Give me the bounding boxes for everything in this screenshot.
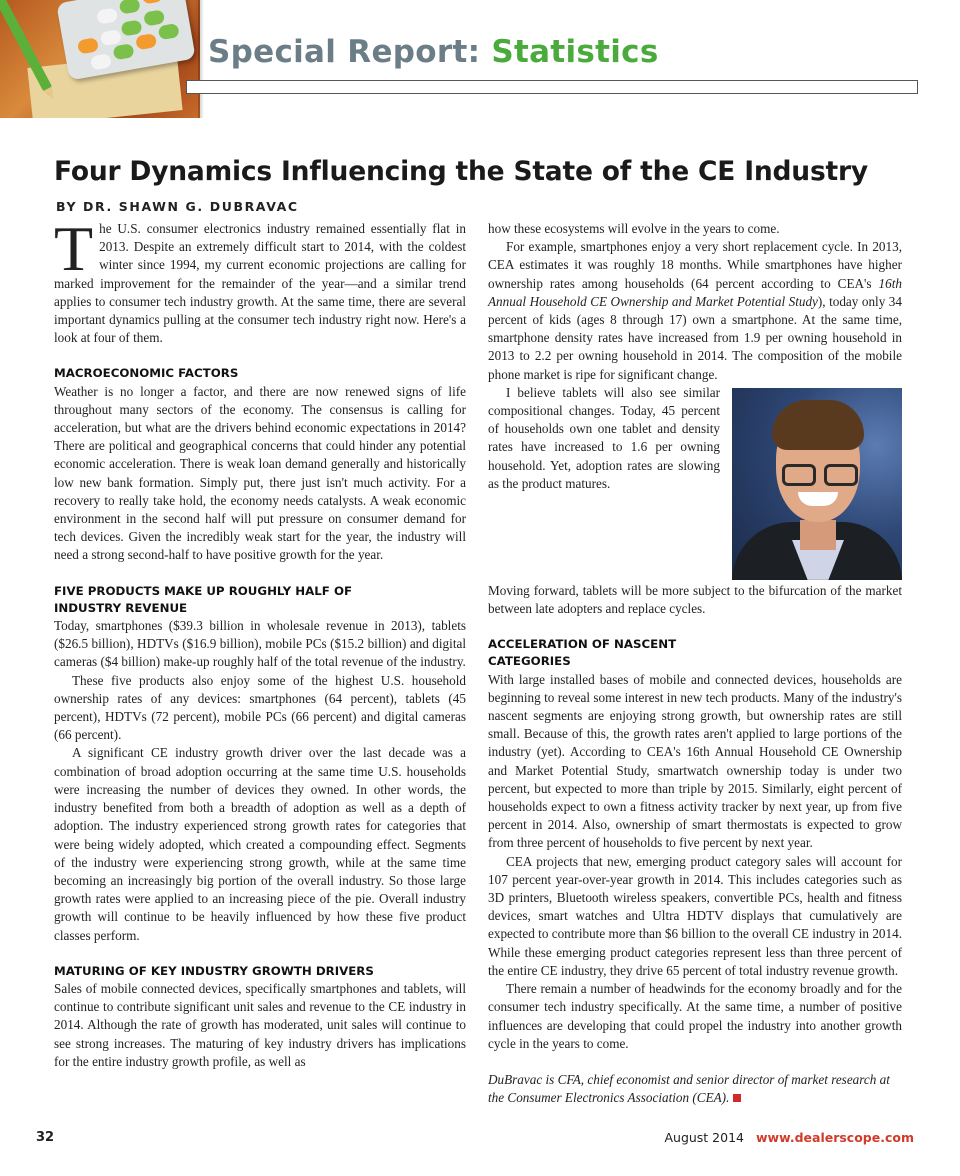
paragraph: CEA projects that new, emerging product category sales will account for 107 percent year-over-year growth in 2014. This includes categories such as 3D printers, Bluetooth wireless speakers, convertible PCs, health and fitness devices, smart watches and Ultra HDTV displays that cumulatively are expected to contribute more than $6 billion to the overall CE industry in 2014. While these emerging product categories represent less than three percent of the entire CE industry, they drive 65 percent of total industry revenue growth. (488, 853, 902, 978)
heading-macroeconomic: MACROECONOMIC FACTORS (54, 366, 239, 381)
text-span: For example, smartphones enjoy a very short replacement cycle. In 2013, CEA estimates it was roughly 18 months. While smartphones have higher ownership rates among households (64 percent according to CEA's (488, 239, 902, 291)
column-right (488, 220, 902, 1107)
section-title-prefix: Special Report: (208, 34, 481, 70)
page-number: 32 (36, 1130, 55, 1145)
drop-cap: T (54, 213, 94, 284)
website-link[interactable]: www.dealerscope.com (755, 1130, 914, 1145)
header-image-shadow (198, 0, 204, 118)
section-title-topic: Statistics (491, 34, 659, 70)
heading-maturing: MATURING OF KEY INDUSTRY GROWTH DRIVERS (54, 963, 374, 978)
paragraph: These five products also enjoy some of the highest U.S. household ownership rates of any devices: smartphones (64 percent), tablets (45 percent), HDTVs (72 percent), mobile PCs (66 percent) and digital cameras (66 percent). (54, 672, 466, 743)
paragraph: A significant CE industry growth driver over the last decade was a combination of broad adoption occurring at the same time U.S. households were increasing the number of devices they owned. In other words, the industry benefited from both a breadth of adoption as well as a depth of adoption. The industry experienced strong growth rates for categories that were being widely adopted, which created a compounding effect. Segments of the industry were experiencing strong growth, while at the same time becoming an increasingly big portion of the overall industry. So those large growth rates were applied to an increasing piece of the pie. Overall industry growth will continue to be heavily influenced by how these five product classes perform. (54, 745, 466, 943)
paragraph: Sales of mobile connected devices, specifically smartphones and tablets, will continue to contribute significant unit sales and revenue to the CE industry in 2014. Although the rate of growth has moderated, unit sales will continue to see strong increases. The maturing of key industry drivers has implications for the entire industry growth profile, as well as (54, 980, 466, 1069)
heading-nascent: ACCELERATION OF NASCENT CATEGORIES (488, 637, 677, 669)
paragraph: Weather is no longer a factor, and there are now renewed signs of life throughout many sectors of the economy. The consensus is calling for acceleration, but what are the drivers behind economic expectations in 2014? There are political and geographical concerns that could hinder any potential economic acceleration. There is weak loan demand generally and historically low new bank formation. Simply put, there just isn't much activity. For a recovery to really take hold, the economy needs catalysts. A weak economic environment in the second half will put pressure on consumer demand for tech devices. Given the incredibly weak start for the year, the industry will need a strong second-half to have positive growth for the year. (54, 383, 466, 563)
header-rule (186, 80, 918, 94)
red-square-icon (733, 1094, 741, 1102)
header-image (0, 0, 200, 118)
author-photo (732, 388, 902, 580)
article-byline: BY DR. SHAWN G. DUBRAVAC (56, 199, 299, 214)
study-title: 16th Annual Household CE Ownership and Market Potential Study (488, 275, 902, 309)
paragraph: There remain a number of headwinds for the economy broadly and for the consumer tech industry specifically. At the same time, a number of positive influences are developing that could propel the industry into another growth cycle in the years to come. (488, 981, 902, 1051)
paragraph: how these ecosystems will evolve in the years to come. (488, 221, 780, 236)
paragraph: Today, smartphones ($39.3 billion in wholesale revenue in 2013), tablets ($26.5 billion), HDTVs ($16.9 billion), mobile PCs ($15.2 billion) and digital cameras ($4 billion) make-up roughly half of the total revenue of the industry. (54, 618, 466, 670)
paragraph: With large installed bases of mobile and connected devices, households are beginning to reveal some interest in new tech products. Many of the industry's nascent segments are enjoying strong growth, but ownership rates are still small. Because of this, the growth rates aren't applied to large portions of the industry (yet). According to CEA's 16th Annual Household CE Ownership and Market Potential Study, smartwatch ownership today is under two percent, but expected to more than triple by 2015. Similarly, eight percent of households expect to own a fitness activity tracker by next year, up from five percent in 2014. Also, ownership of smart thermostats is expected to grow from three percent of households to five percent by next year. (488, 671, 902, 851)
intro-paragraph (54, 213, 466, 347)
author-bio (488, 1071, 902, 1107)
author-bio-text: DuBravac is CFA, chief economist and senior director of market research at the Consumer Electronics Association (CEA). (488, 1071, 890, 1106)
footer-info (664, 1130, 914, 1145)
text-span: ), today only 34 percent of kids (ages 8 through 17) own a smartphone. At the same time, smartphone density rates have increased from 1.9 per owning household in 2013 to 2.2 per owning household in 2014. The composition of the mobile phone market is ripe for significant change. (488, 293, 902, 382)
paragraph (488, 238, 902, 384)
issue-date: August 2014 (664, 1130, 744, 1145)
paragraph: I believe tablets will also see similar compositional changes. Today, 45 percent of households own one tablet and density rates have increased to 1.6 per owning household. Yet, adoption rates are slowing as the product matures. (488, 384, 720, 491)
article-headline: Four Dynamics Influencing the State of the CE Industry (54, 156, 868, 187)
paragraph: Moving forward, tablets will be more subject to the bifurcation of the market between late adopters and replace cycles. (488, 582, 902, 617)
column-left (54, 213, 466, 1071)
section-title (208, 34, 659, 70)
intro-text: he U.S. consumer electronics industry remained essentially flat in 2013. Despite an extremely difficult start to 2014, with the coldest winter since 1994, my current economic projections are calling for marked improvement for the remainder of the year—and a similar trend applies to consumer tech industry growth. At the same time, there are several important dynamics pulling at the consumer tech industry right now. Here's a look at four of them. (54, 221, 466, 346)
heading-five-products: FIVE PRODUCTS MAKE UP ROUGHLY HALF OF INDUSTRY REVENUE (54, 583, 353, 615)
